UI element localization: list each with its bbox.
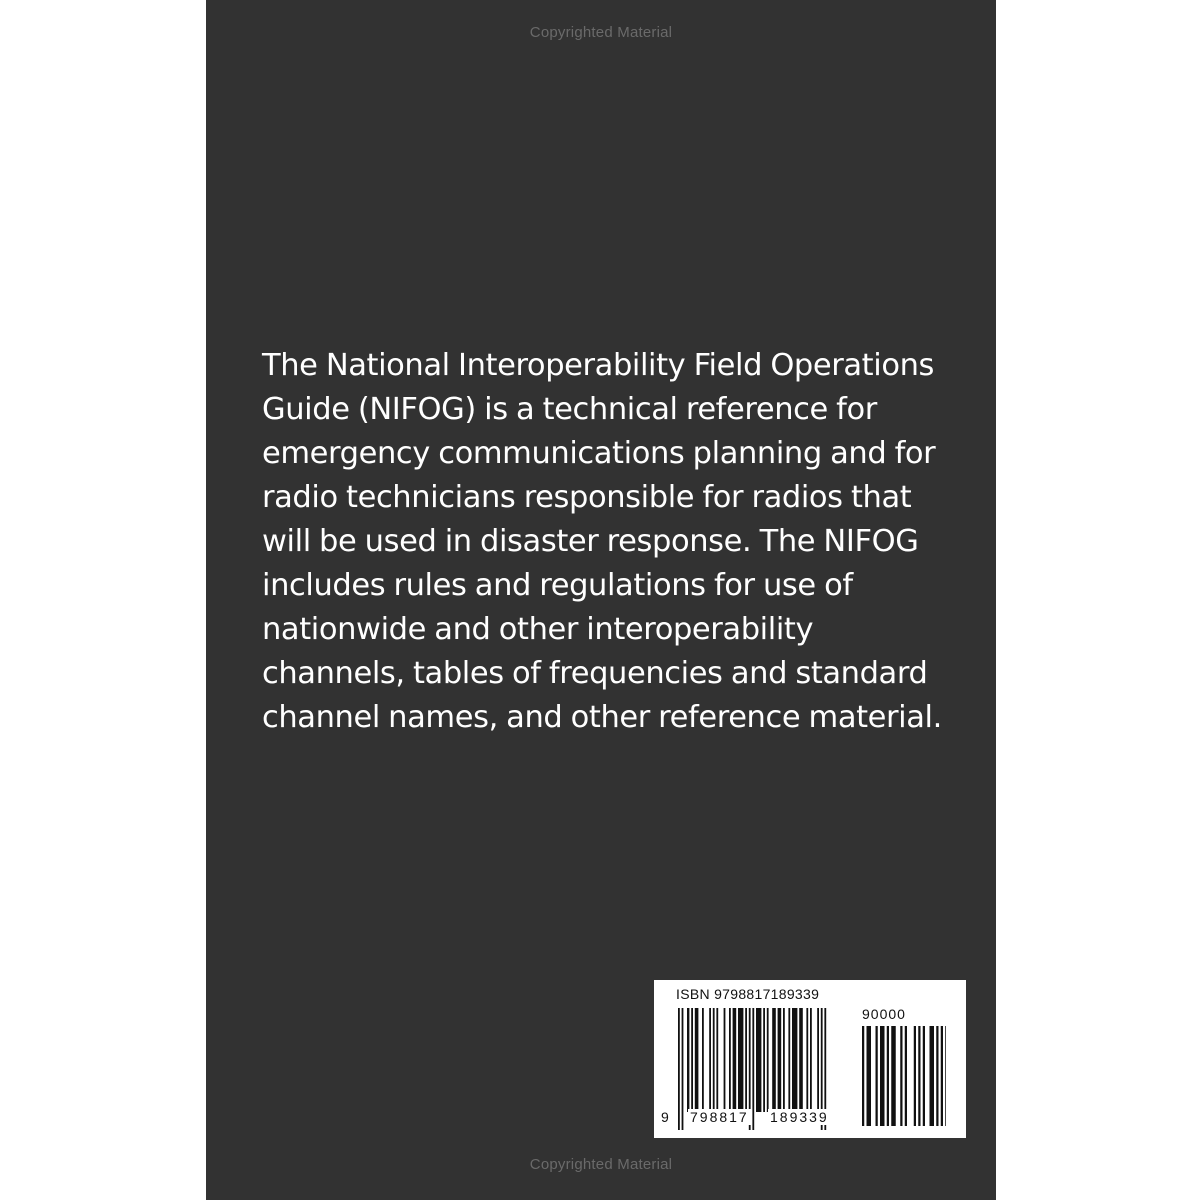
barcode-bar: [716, 1008, 718, 1112]
barcode-bar: [900, 1026, 902, 1126]
addon-barcode-bars: [862, 1026, 946, 1126]
barcode-bar: [905, 1026, 907, 1126]
barcode-digit-lead: 9: [661, 1109, 669, 1125]
copyright-watermark-top: Copyrighted Material: [529, 24, 673, 41]
barcode-digits-right: 189339: [770, 1109, 829, 1125]
back-cover-blurb: The National Interoperability Field Operations Guide (NIFOG) is a technical reference for emergency communications planning and for radio technicians responsible for radios that will be used in disaster response. The NIFOG includes rules and regulations for use of nationwide and other interoperability channels, tables of frequencies and standard channel names, and other reference material.: [262, 348, 942, 735]
barcode-bar: [887, 1026, 889, 1126]
barcode-bar: [923, 1026, 925, 1126]
barcode-bar: [738, 1008, 743, 1112]
copyright-watermark-bottom: Copyrighted Material: [529, 1156, 673, 1173]
barcode-bar: [702, 1008, 704, 1112]
barcode-bar: [918, 1026, 920, 1126]
barcode-bar: [806, 1008, 808, 1112]
book-back-cover: [206, 0, 996, 1200]
barcode-bar: [867, 1026, 872, 1126]
barcode-bar: [914, 1026, 916, 1126]
barcode-bar: [756, 1008, 761, 1112]
barcode-bar: [745, 1008, 747, 1112]
barcode-bar: [691, 1008, 693, 1112]
barcode-bar: [799, 1008, 803, 1112]
barcode-bar: [876, 1026, 878, 1126]
barcode-bar: [862, 1026, 864, 1126]
barcode-bar: [936, 1026, 938, 1126]
barcode-bar: [945, 1026, 946, 1126]
barcode-digits-left: 798817: [690, 1109, 749, 1125]
barcode-bar: [783, 1008, 785, 1112]
barcode-bar: [810, 1008, 812, 1112]
barcode-bar: [709, 1008, 711, 1112]
barcode-bar: [687, 1008, 689, 1112]
barcode-bar: [792, 1008, 797, 1112]
barcode-bar: [772, 1008, 776, 1112]
barcode-bar: [752, 1008, 754, 1130]
isbn-barcode-block: [654, 980, 966, 1138]
price-code: 90000: [862, 1006, 906, 1022]
barcode-bar: [880, 1026, 885, 1126]
barcode-bar: [682, 1008, 684, 1130]
barcode-bar: [767, 1008, 769, 1112]
barcode-bar: [724, 1008, 726, 1112]
barcode-bar: [678, 1008, 680, 1130]
isbn-label: ISBN 9798817189339: [676, 986, 820, 1002]
barcode-bar: [763, 1008, 765, 1112]
barcode-bar: [713, 1008, 715, 1112]
barcode-bar: [733, 1008, 737, 1112]
barcode-bar: [729, 1008, 731, 1112]
barcode-bar: [778, 1008, 782, 1112]
barcode-bar: [788, 1008, 790, 1112]
barcode-bar: [891, 1026, 896, 1126]
barcode-bar: [817, 1008, 819, 1112]
barcode-bar: [695, 1008, 699, 1112]
barcode-bar: [941, 1026, 943, 1126]
barcode-bar: [930, 1026, 935, 1126]
